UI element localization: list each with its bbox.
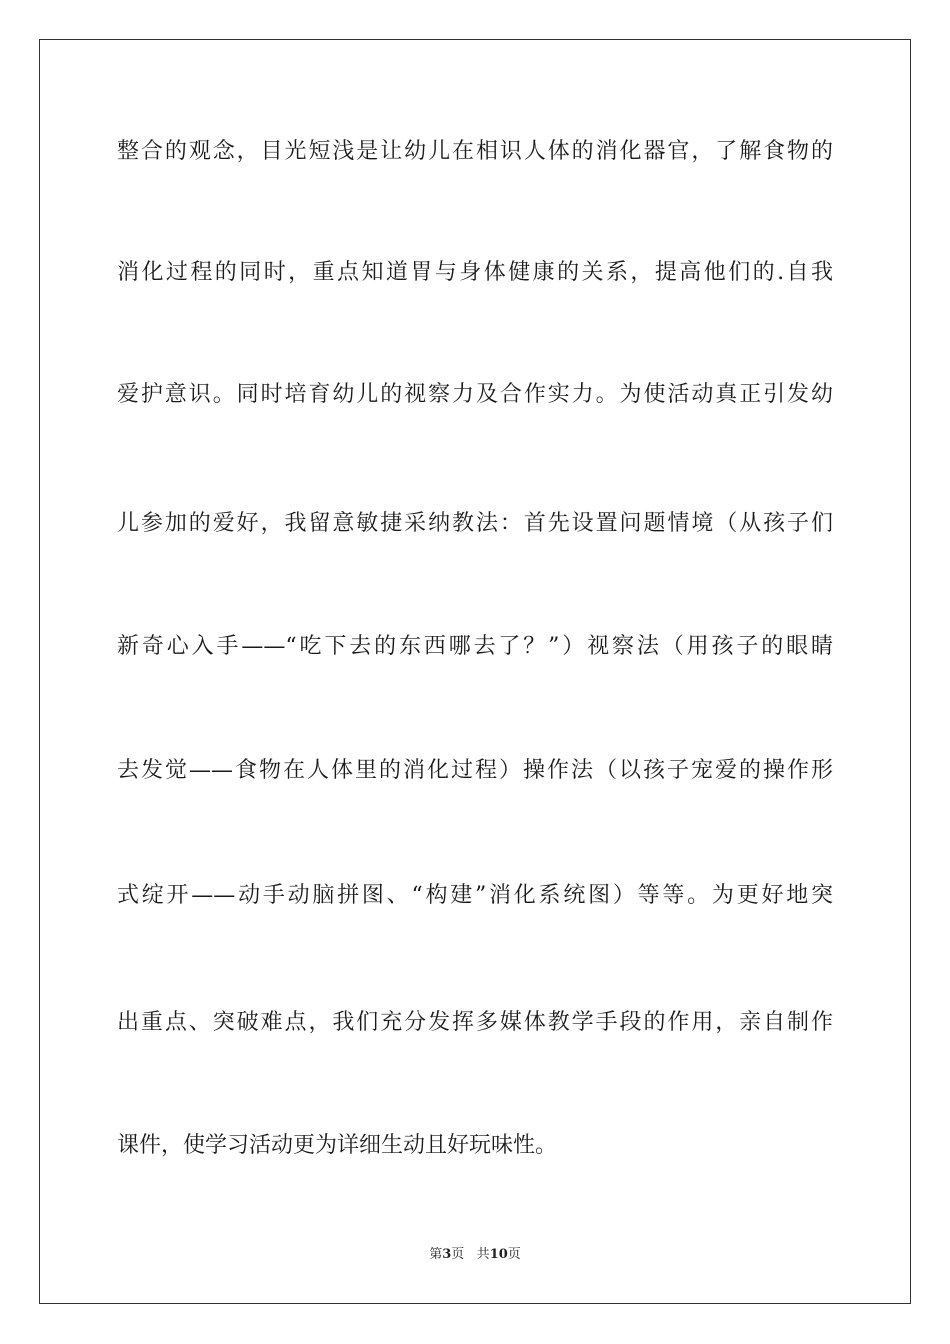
text-line-6: 去发觉——食物在人体里的消化过程）操作法（以孩子宠爱的操作形 [117,758,833,783]
text-line-3: 爱护意识。同时培育幼儿的视察力及合作实力。为使活动真正引发幼 [117,382,833,407]
text-line-1: 整合的观念，目光短浅是让幼儿在相识人体的消化器官，了解食物的 [117,139,833,164]
total-pages: 10 [489,1247,508,1262]
total-prefix: 共 [476,1247,490,1262]
page-border [39,39,911,1304]
text-line-8: 出重点、突破难点，我们充分发挥多媒体教学手段的作用，亲自制作 [117,1010,833,1035]
page-prefix: 第 [429,1247,443,1262]
page-footer [0,1246,950,1264]
text-line-5: 新奇心入手——“吃下去的东西哪去了？”）视察法（用孩子的眼睛 [117,634,833,659]
text-line-2: 消化过程的同时，重点知道胃与身体健康的关系，提高他们的.自我 [117,260,833,285]
total-suffix: 页 [507,1247,521,1262]
text-line-7: 式绽开——动手动脑拼图、“构建”消化系统图）等等。为更好地突 [117,883,833,908]
text-line-4: 儿参加的爱好，我留意敏捷采纳教法：首先设置问题情境（从孩子们 [117,511,833,536]
text-line-9: 课件，使学习活动更为详细生动且好玩味性。 [117,1133,558,1158]
page-number: 3 [442,1247,452,1262]
page-suffix: 页 [451,1247,465,1262]
